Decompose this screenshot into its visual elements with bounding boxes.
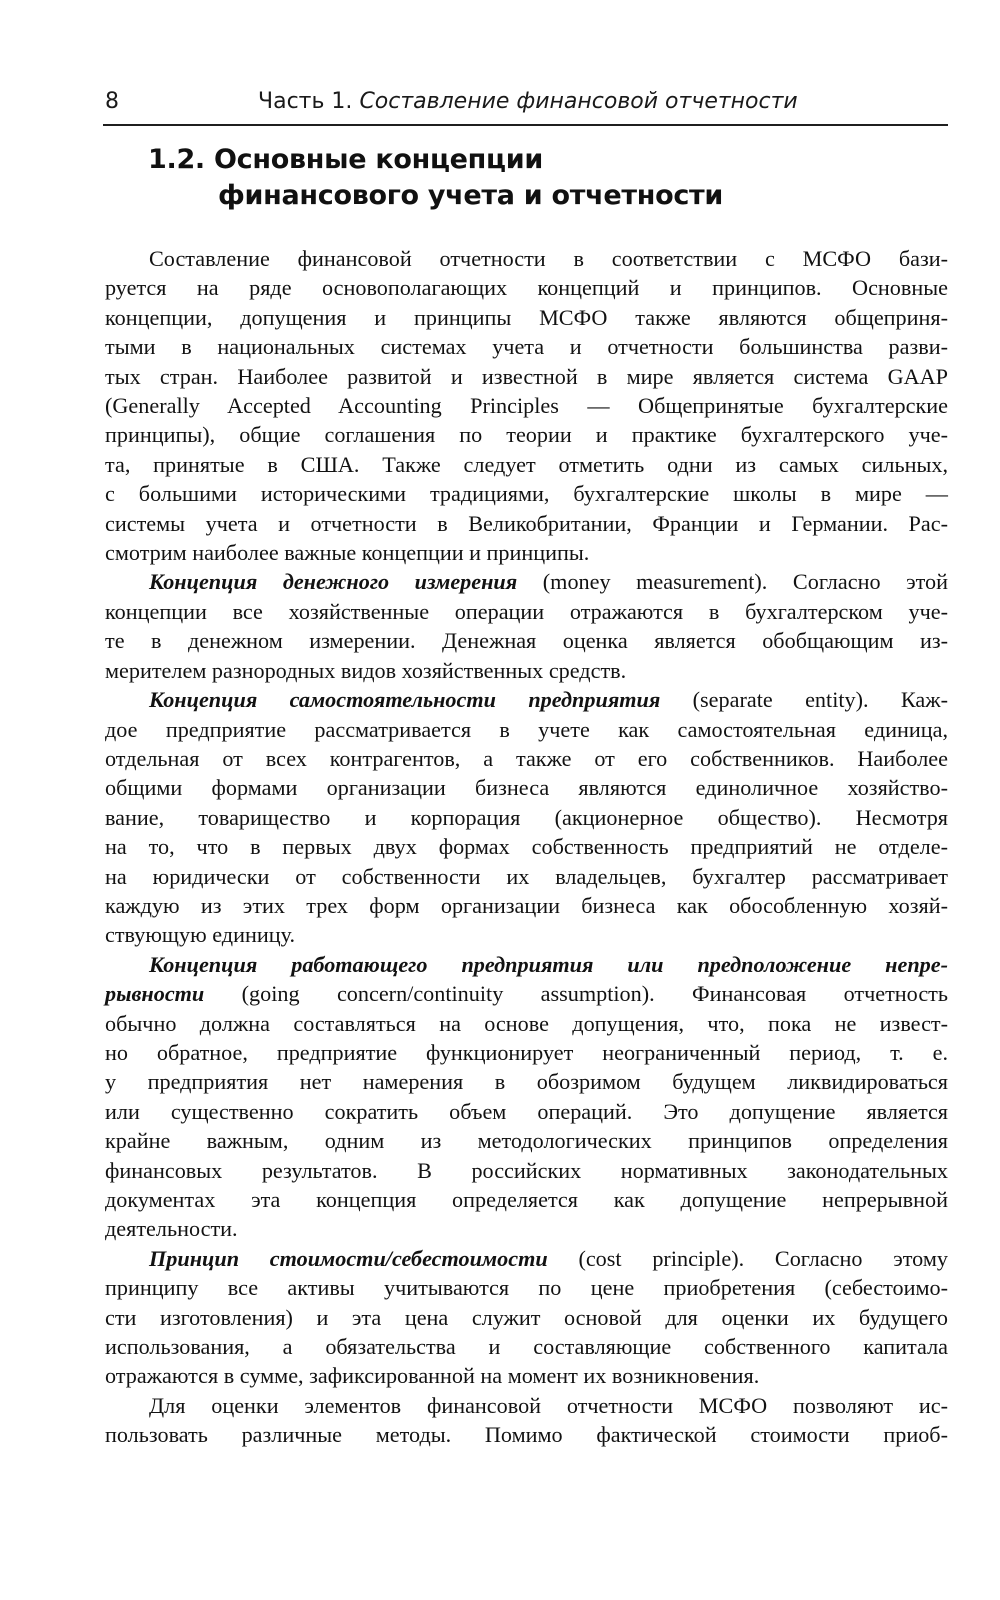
paragraph-money-measurement: [105, 567, 948, 685]
text-line: с большими историческими традициями, бухгалтерские школы в мире —: [105, 481, 948, 507]
paragraph-valuation-methods: [105, 1391, 948, 1450]
text-line: использования, а обязательства и составляющие собственного капитала: [105, 1334, 948, 1360]
text-line: Концепция денежного измерения (money measurement). Согласно этой: [149, 569, 948, 595]
text-line: обычно должна составляться на основе допущения, что, пока не извест-: [105, 1010, 948, 1036]
text-line: общими формами организации бизнеса являются единоличное хозяйство-: [105, 775, 948, 801]
text-line: финансовых результатов. В российских нормативных законодательных: [105, 1157, 948, 1183]
header-rule: [103, 124, 948, 126]
text-line: Для оценки элементов финансовой отчетности МСФО позволяют ис-: [149, 1392, 948, 1418]
text-line: отражаются в сумме, зафиксированной на момент их возникновения.: [105, 1363, 760, 1389]
running-head: [105, 86, 948, 118]
text-line: документах эта концепция определяется как допущение непрерывной: [105, 1187, 948, 1212]
text-line: те в денежном измерении. Денежная оценка является обобщающим из-: [105, 628, 948, 654]
text-line: (Generally Accepted Accounting Principles — Общепринятые бухгалтерские: [105, 393, 948, 419]
paragraph-separate-entity: [105, 685, 948, 950]
text-line: та, принятые в США. Также следует отметить одни из самых сильных,: [105, 451, 948, 477]
concept-term: Концепция денежного измерения: [149, 569, 518, 595]
text-line: пользовать различные методы. Помимо фактической стоимости приоб-: [105, 1422, 948, 1448]
text-line: деятельности.: [105, 1216, 238, 1242]
section-heading: [148, 142, 908, 214]
text-line: дое предприятие рассматривается в учете как самостоятельная единица,: [105, 716, 948, 742]
text-line: концепции все хозяйственные операции отражаются в бухгалтерском уче-: [105, 598, 948, 624]
text-line: принципы), общие соглашения по теории и практике бухгалтерского уче-: [105, 422, 948, 448]
text-line: на то, что в первых двух формах собственность предприятий не отделе-: [105, 834, 948, 860]
paragraph-cost-principle: [105, 1244, 948, 1391]
text-line: отдельная от всех контрагентов, а также от его собственников. Наиболее: [105, 745, 948, 771]
text-line: Составление финансовой отчетности в соответствии с МСФО бази-: [149, 246, 948, 271]
text-line: на юридически от собственности их владельцев, бухгалтер рассматривает: [105, 863, 948, 889]
concept-term: Концепция работающего предприятия или предположение непре-: [149, 951, 948, 977]
text-line: тых стран. Наиболее развитой и известной в мире является система GAAP: [105, 363, 948, 389]
text-line: Концепция самостоятельности предприятия (separate entity). Каж-: [149, 687, 948, 713]
text-line: руется на ряде основополагающих концепций и принципов. Основные: [105, 275, 948, 301]
paragraph-going-concern: [105, 950, 948, 1244]
text-line: каждую из этих трех форм организации бизнеса как обособленную хозяй-: [105, 892, 948, 918]
part-title: [258, 86, 798, 118]
concept-term: Принцип стоимости/себестоимости: [149, 1245, 548, 1271]
text-line: вание, товарищество и корпорация (акционерное общество). Несмотря: [105, 804, 948, 830]
text-line: принципу все активы учитываются по цене приобретения (себестоимо-: [105, 1275, 948, 1301]
section-title-line1: Основные концепции: [214, 144, 543, 175]
text-line: рывности (going concern/continuity assumption). Финансовая отчетность: [105, 981, 948, 1007]
text-line: Принцип стоимости/себестоимости (cost principle). Согласно этому: [149, 1245, 948, 1271]
part-label: Часть 1.: [258, 89, 353, 114]
text-line: тыми в национальных системах учета и отчетности большинства разви-: [105, 334, 948, 360]
text-line: [105, 950, 948, 979]
text-line: у предприятия нет намерения в обозримом будущем ликвидироваться: [105, 1069, 948, 1095]
section-number: 1.2.: [148, 144, 205, 175]
part-name: Составление финансовой отчетности: [359, 89, 798, 114]
text-line: но обратное, предприятие функционирует неограниченный период, т. е.: [105, 1039, 948, 1065]
text-line: сти изготовления) и эта цена служит основой для оценки их будущего: [105, 1304, 948, 1330]
concept-term-cont: рывности: [105, 981, 205, 1007]
page-number: 8: [105, 89, 119, 114]
text-line: концепции, допущения и принципы МСФО также являются общеприня-: [105, 304, 948, 330]
paragraph-intro: [105, 244, 948, 567]
text-line: системы учета и отчетности в Великобритании, Франции и Германии. Рас-: [105, 510, 948, 536]
text-line: мерителем разнородных видов хозяйственных средств.: [105, 657, 627, 683]
text-line: ствующую единицу.: [105, 922, 295, 948]
text-line: смотрим наиболее важные концепции и принципы.: [105, 540, 590, 566]
concept-term: Концепция самостоятельности предприятия: [149, 687, 661, 713]
text-line: или существенно сократить объем операций. Это допущение является: [105, 1098, 948, 1124]
section-title-line2: финансового учета и отчетности: [218, 180, 723, 211]
text-line: крайне важным, одним из методологических принципов определения: [105, 1128, 948, 1154]
body-text: [105, 244, 948, 1450]
